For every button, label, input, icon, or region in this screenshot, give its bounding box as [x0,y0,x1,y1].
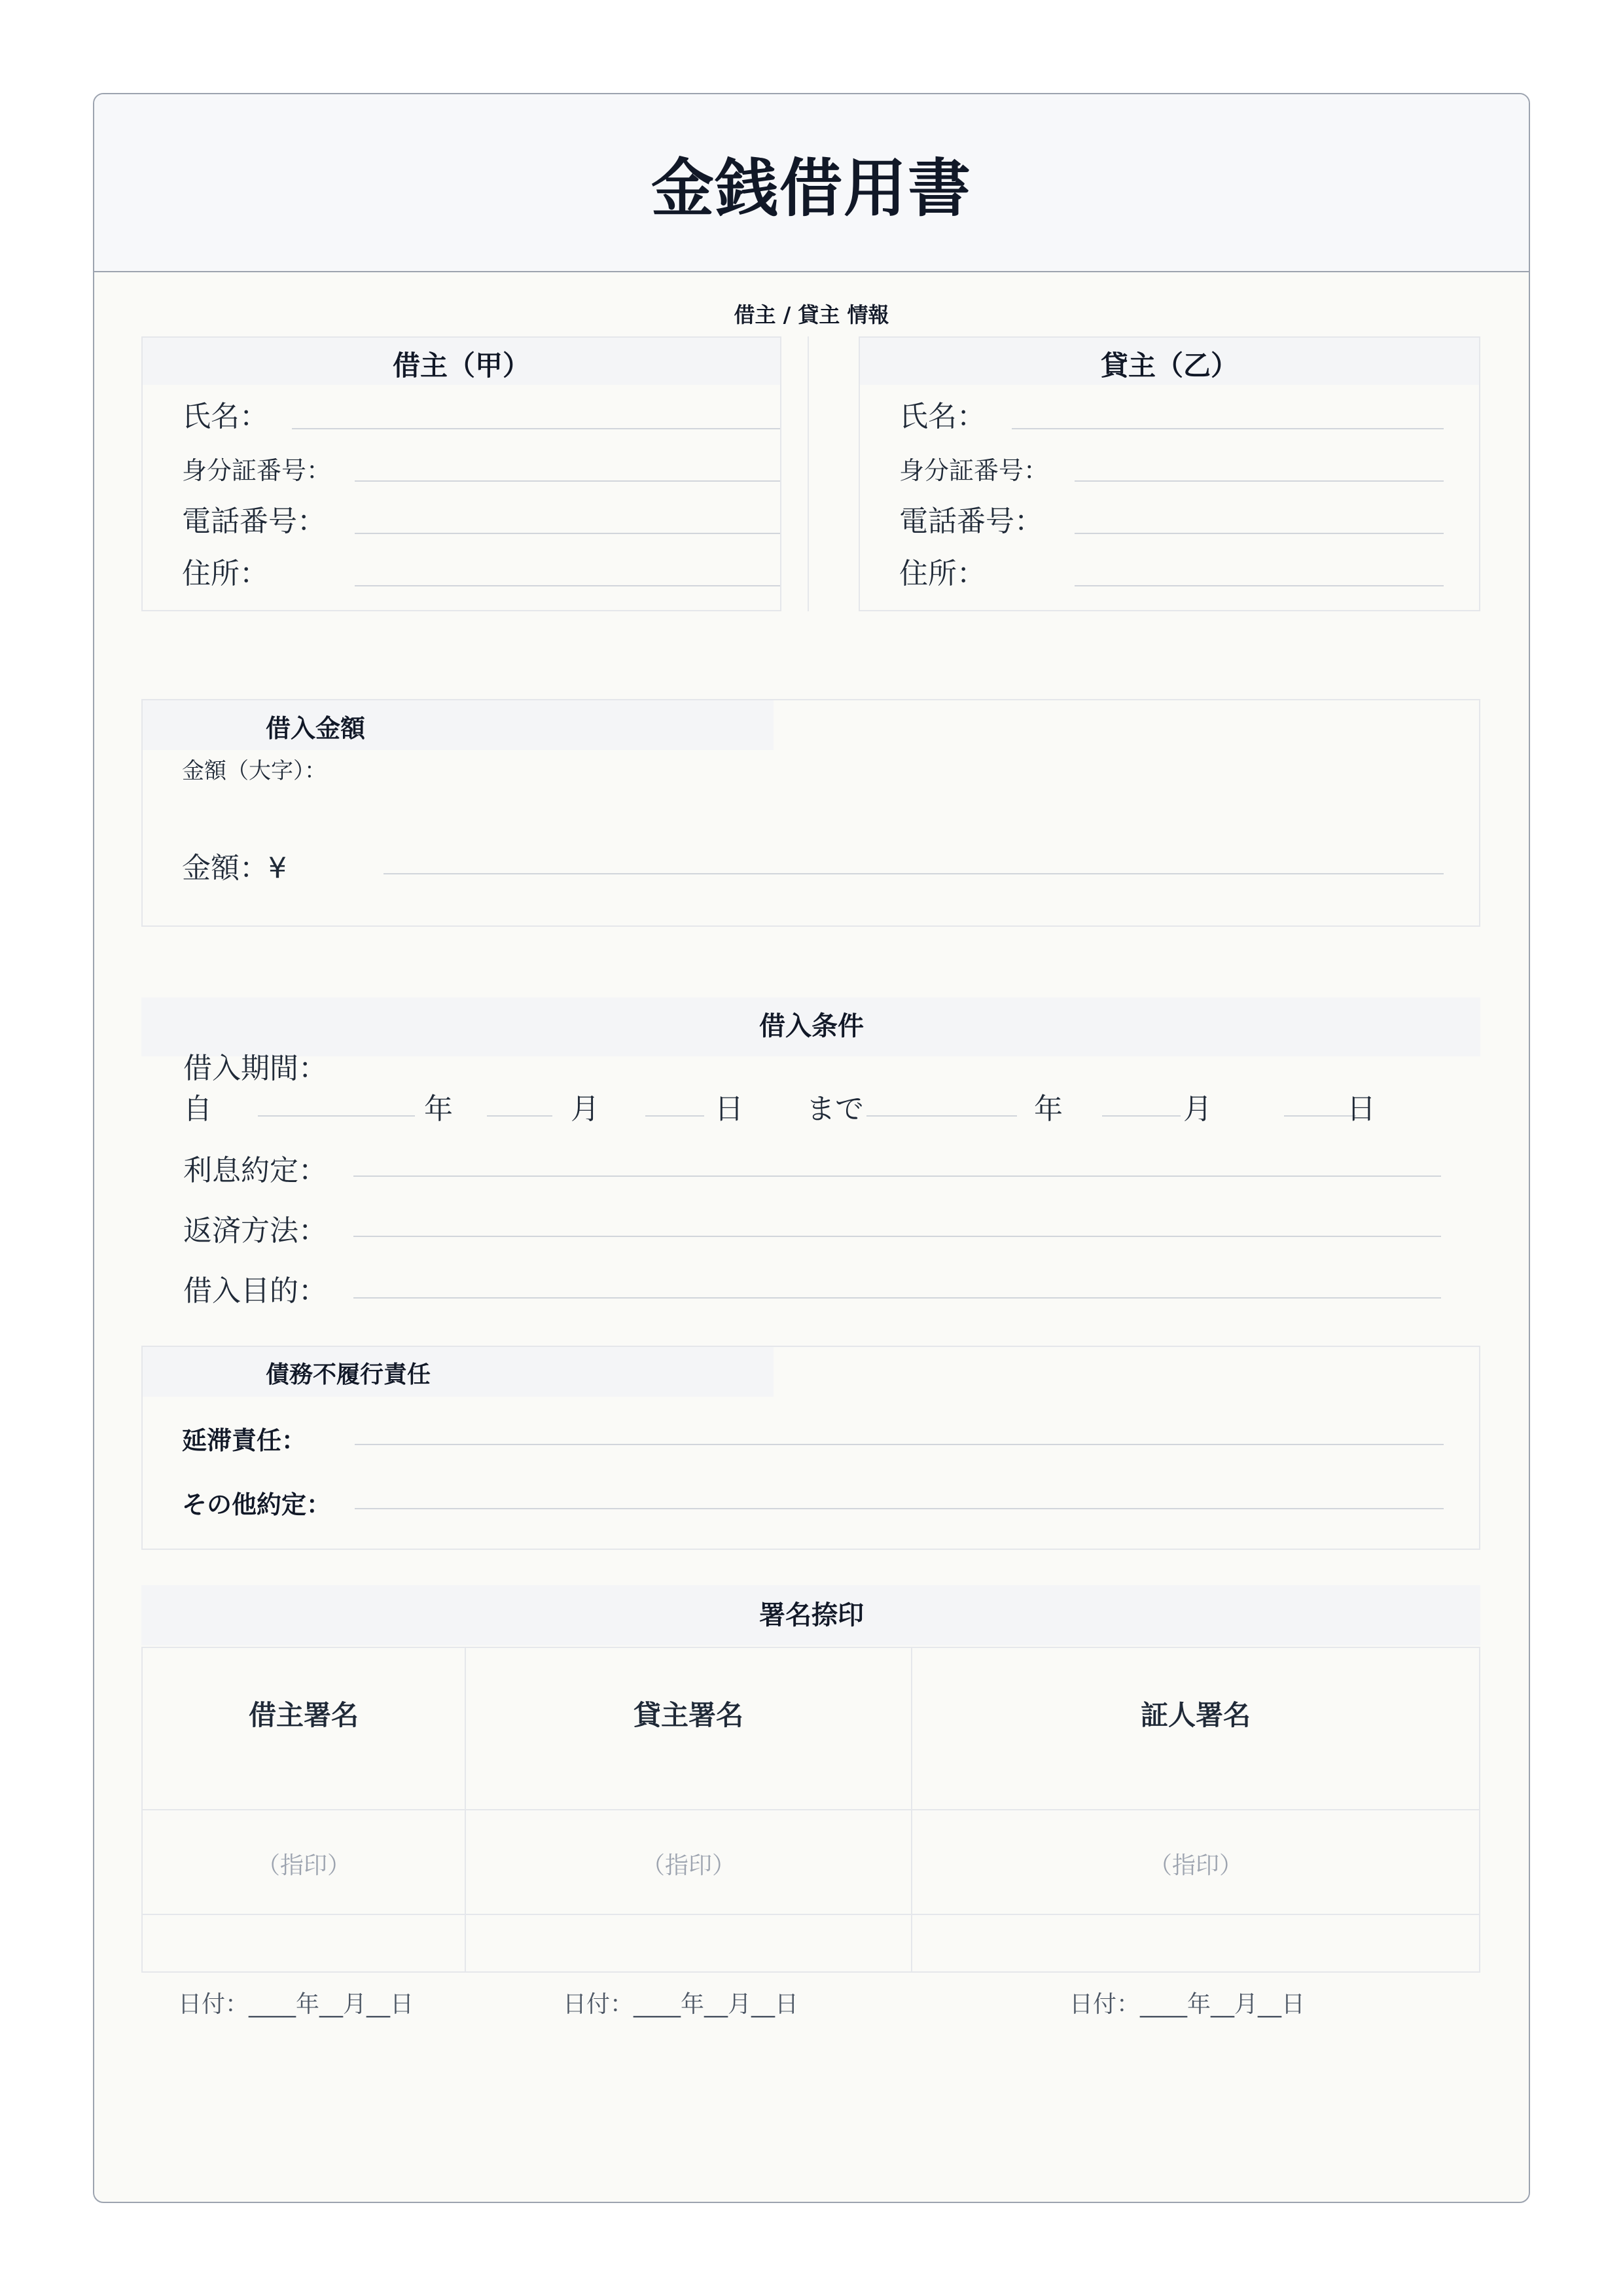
signatures-heading: 署名捺印 [759,1600,864,1630]
repayment-field[interactable] [353,1236,1441,1237]
borrower-signature-field[interactable] [143,1720,465,1805]
borrower-signature-title: 借主署名 [248,1699,359,1731]
lender-signature-title: 貸主署名 [633,1699,743,1731]
borrower-phone-field[interactable] [355,533,780,534]
repayment-label: 返済方法： [183,1214,327,1247]
signature-table [141,1647,1480,1973]
borrower-name-field[interactable] [292,428,780,429]
interest-field[interactable] [353,1175,1441,1177]
borrower-id-field[interactable] [355,480,780,482]
default-heading: 債務不履行責任 [266,1361,431,1388]
amount-box [141,699,1480,927]
borrower-box [141,336,781,611]
start-year-field[interactable] [258,1115,415,1117]
purpose-field[interactable] [353,1297,1441,1299]
borrower-signature-date[interactable]: 日付：____年__月__日 [178,1991,414,2018]
start-day-unit: 日 [715,1092,743,1126]
default-box [141,1346,1480,1550]
lender-id-label: 身分証番号： [899,456,1049,485]
lender-phone-field[interactable] [1075,533,1444,534]
interest-label: 利息約定： [183,1154,327,1187]
document-title: 金銭借用書 [651,152,972,225]
end-day-unit: 日 [1347,1092,1376,1126]
borrower-thumbprint[interactable]: （指印） [256,1852,351,1879]
amount-words-label: 金額（大字）： [182,758,327,784]
terms-heading: 借入条件 [759,1011,864,1041]
late-field[interactable] [355,1444,1444,1445]
lender-heading: 貸主（乙） [1100,350,1238,382]
lender-box [859,336,1480,611]
title-bar [94,94,1529,272]
lender-id-field[interactable] [1075,480,1444,482]
borrower-heading: 借主（甲） [392,350,530,382]
period-from-label: 自 [183,1092,212,1126]
borrower-address-field[interactable] [355,585,780,586]
late-label: 延滞責任： [182,1426,307,1455]
start-month-field[interactable] [487,1115,552,1117]
lender-address-field[interactable] [1075,585,1444,586]
lender-name-field[interactable] [1012,428,1444,429]
period-until-label: まで [806,1092,864,1126]
lender-thumbprint[interactable]: （指印） [641,1852,736,1879]
purpose-label: 借入目的： [183,1274,327,1308]
borrower-name-label: 氏名： [182,400,268,433]
period-label: 借入期間： [183,1052,327,1085]
lender-name-label: 氏名： [899,400,986,433]
witness-signature-title: 証人署名 [1140,1699,1251,1731]
end-month-field[interactable] [1102,1115,1181,1117]
borrower-phone-label: 電話番号： [182,505,326,538]
end-month-unit: 月 [1183,1092,1212,1126]
start-day-field[interactable] [645,1115,704,1117]
witness-signature-field[interactable] [912,1720,1479,1805]
other-terms-label: その他約定： [182,1490,332,1519]
start-year-unit: 年 [424,1092,453,1126]
end-year-field[interactable] [866,1115,1017,1117]
borrower-address-label: 住所： [182,557,268,590]
witness-signature-date[interactable]: 日付：____年__月__日 [1069,1991,1306,2018]
other-terms-field[interactable] [355,1508,1444,1509]
document-card [93,93,1530,2203]
parties-caption: 借主 / 貸主 情報 [734,302,889,327]
parties-divider [808,336,809,611]
borrower-id-label: 身分証番号： [182,456,332,485]
lender-address-label: 住所： [899,557,986,590]
amount-yen-field[interactable] [383,873,1444,874]
end-year-unit: 年 [1034,1092,1063,1126]
lender-phone-label: 電話番号： [899,505,1043,538]
end-day-field[interactable] [1284,1115,1356,1117]
amount-yen-label: 金額：¥ [182,852,287,885]
amount-heading: 借入金額 [266,714,366,743]
witness-thumbprint[interactable]: （指印） [1148,1852,1243,1879]
lender-signature-date[interactable]: 日付：____年__月__日 [563,1991,799,2018]
lender-signature-field[interactable] [466,1720,911,1805]
start-month-unit: 月 [571,1092,599,1126]
